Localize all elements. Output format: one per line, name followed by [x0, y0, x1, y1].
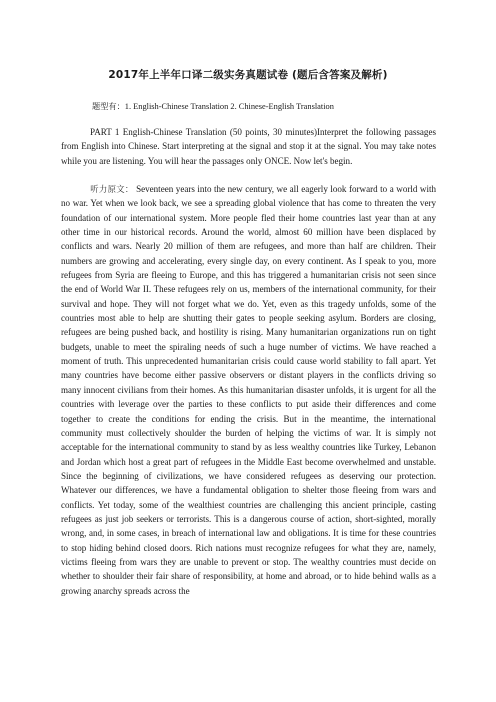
listening-text-section — [61, 182, 436, 598]
part-1-section — [61, 125, 436, 168]
part-heading: PART 1 English-Chinese Translation (50 points, 30 minutes) — [90, 127, 317, 137]
question-types-label: 题型有： — [92, 101, 125, 111]
question-types-line — [92, 100, 472, 113]
question-types-text: 1. English-Chinese Translation 2. Chinese-English Translation — [124, 102, 334, 111]
part-instructions: Interpret the following passages from English into Chinese. Start interpreting at the signal and stop it at the signal. You may take notes while you are listening. You will hear the passages only ONCE. Now let's begin. — [61, 127, 436, 166]
listening-text: Seventeen years into the new century, we all eagerly look forward to a world with no war. Yet when we look back, we see a spreading global violence that has come to threaten the very foundation of our international system. More people fled their home countries last year than at any other time in our historical records. Around the world, almost 60 million have been displaced by conflicts and wars. Nearly 20 million of them are refugees, and more than half are children. Their numbers are growing and accelerating, every single day, on every continent. As I speak to you, more refugees from Syria are fleeing to Europe, and this has triggered a humanitarian crisis not seen since the end of World War II. These refugees rely on us, members of the international community, for their survival and hope. They will not forget what we do. Yet, even as this tragedy unfolds, some of the countries most able to help are shutting their gates to people seeking asylum. Borders are closing, refugees are being pushed back, and hostility is rising. Many humanitarian organizations run on tight budgets, unable to meet the spiraling needs of such a huge number of victims. We have reached a moment of truth. This unprecedented humanitarian crisis could cause world stability to fall apart. Yet many countries have become either passive observers or distant players in the conflicts driving so many innocent civilians from their homes. As this humanitarian disaster unfolds, it is urgent for all the countries with leverage over the parties to these conflicts to put aside their differences and come together to create the conditions for ending the crisis. But in the meantime, the international community must collectively shoulder the burden of helping the victims of war. It is simply not acceptable for the international community to stand by as less wealthy countries like Turkey, Lebanon and Jordan which host a great part of refugees in the Middle East become overwhelmed and unstable. Since the beginning of civilizations, we have considered refugees as deserving our protection. Whatever our differences, we have a fundamental obligation to shelter those fleeing from wars and conflicts. Yet today, some of the wealthiest countries are challenging this ancient principle, casting refugees as just job seekers or terrorists. This is a dangerous course of action, short-sighted, morally wrong, and, in some cases, in breach of international law and obligations. It is time for these countries to stop hiding behind closed doors. Rich nations must recognize refugees for what they are, namely, victims fleeing from wars they are unable to prevent or stop. The wealthy countries must decide on whether to shoulder their fair share of responsibility, at home and abroad, or to hide behind walls as a growing anarchy spreads across the — [61, 184, 437, 596]
listening-label: 听力原文： — [90, 184, 134, 194]
document-title: 2017年上半年口译二级实务真题试卷 (题后含答案及解析) — [108, 69, 388, 81]
